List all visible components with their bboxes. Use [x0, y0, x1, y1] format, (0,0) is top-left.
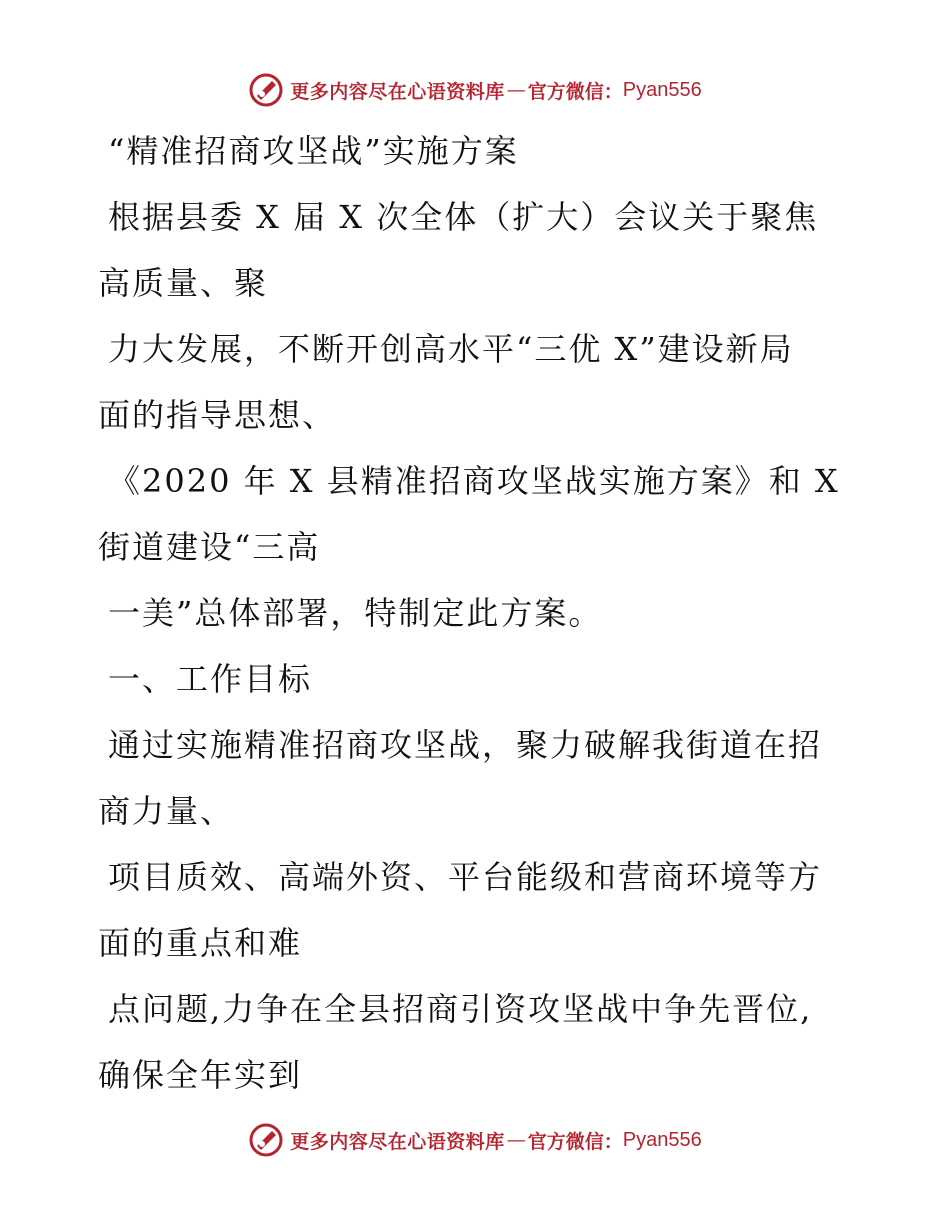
paragraph-line: 《2020 年 X 县精准招商攻坚战实施方案》和 X — [108, 462, 840, 500]
watermark-slogan: 更多内容尽在心语资料库 — [290, 1130, 505, 1153]
paragraph-line: 确保全年实到 — [98, 1056, 303, 1094]
paragraph-line: 根据县委 X 届 X 次全体（扩大）会议关于聚焦 — [108, 198, 819, 236]
brand-logo-icon — [248, 72, 284, 108]
watermark-wechat-id: Pyan556 — [622, 78, 702, 101]
paragraph-line: 点问题,力争在全县招商引资攻坚战中争先晋位, — [108, 990, 813, 1028]
paragraph-line: 面的指导思想、 — [98, 396, 337, 434]
watermark-banner-top — [0, 68, 950, 112]
watermark-wechat-label: 官方微信： — [527, 1130, 623, 1153]
paragraph-line: 街道建设“三高 — [98, 528, 321, 566]
section-heading: 一、工作目标 — [108, 660, 313, 698]
watermark-separator: — — [506, 79, 526, 101]
paragraph-line: 项目质效、高端外资、平台能级和营商环境等方 — [108, 858, 823, 896]
document-body — [98, 118, 840, 1108]
watermark-wechat-label: 官方微信： — [527, 80, 623, 103]
document-title: “精准招商攻坚战”实施方案 — [108, 132, 519, 170]
watermark-wechat-id: Pyan556 — [622, 1128, 702, 1151]
paragraph-line: 商力量、 — [98, 792, 235, 830]
paragraph-line: 面的重点和难 — [98, 924, 303, 962]
paragraph-line: 高质量、聚 — [98, 264, 269, 302]
watermark-slogan: 更多内容尽在心语资料库 — [290, 80, 505, 103]
paragraph-line: 一美”总体部署，特制定此方案。 — [108, 594, 603, 632]
watermark-separator: — — [506, 1129, 526, 1151]
paragraph-line: 力大发展，不断开创高水平“三优 X”建设新局 — [108, 330, 794, 368]
paragraph-line: 通过实施精准招商攻坚战，聚力破解我街道在招 — [108, 726, 823, 764]
brand-logo-icon — [248, 1122, 284, 1158]
watermark-banner-bottom — [0, 1118, 950, 1162]
